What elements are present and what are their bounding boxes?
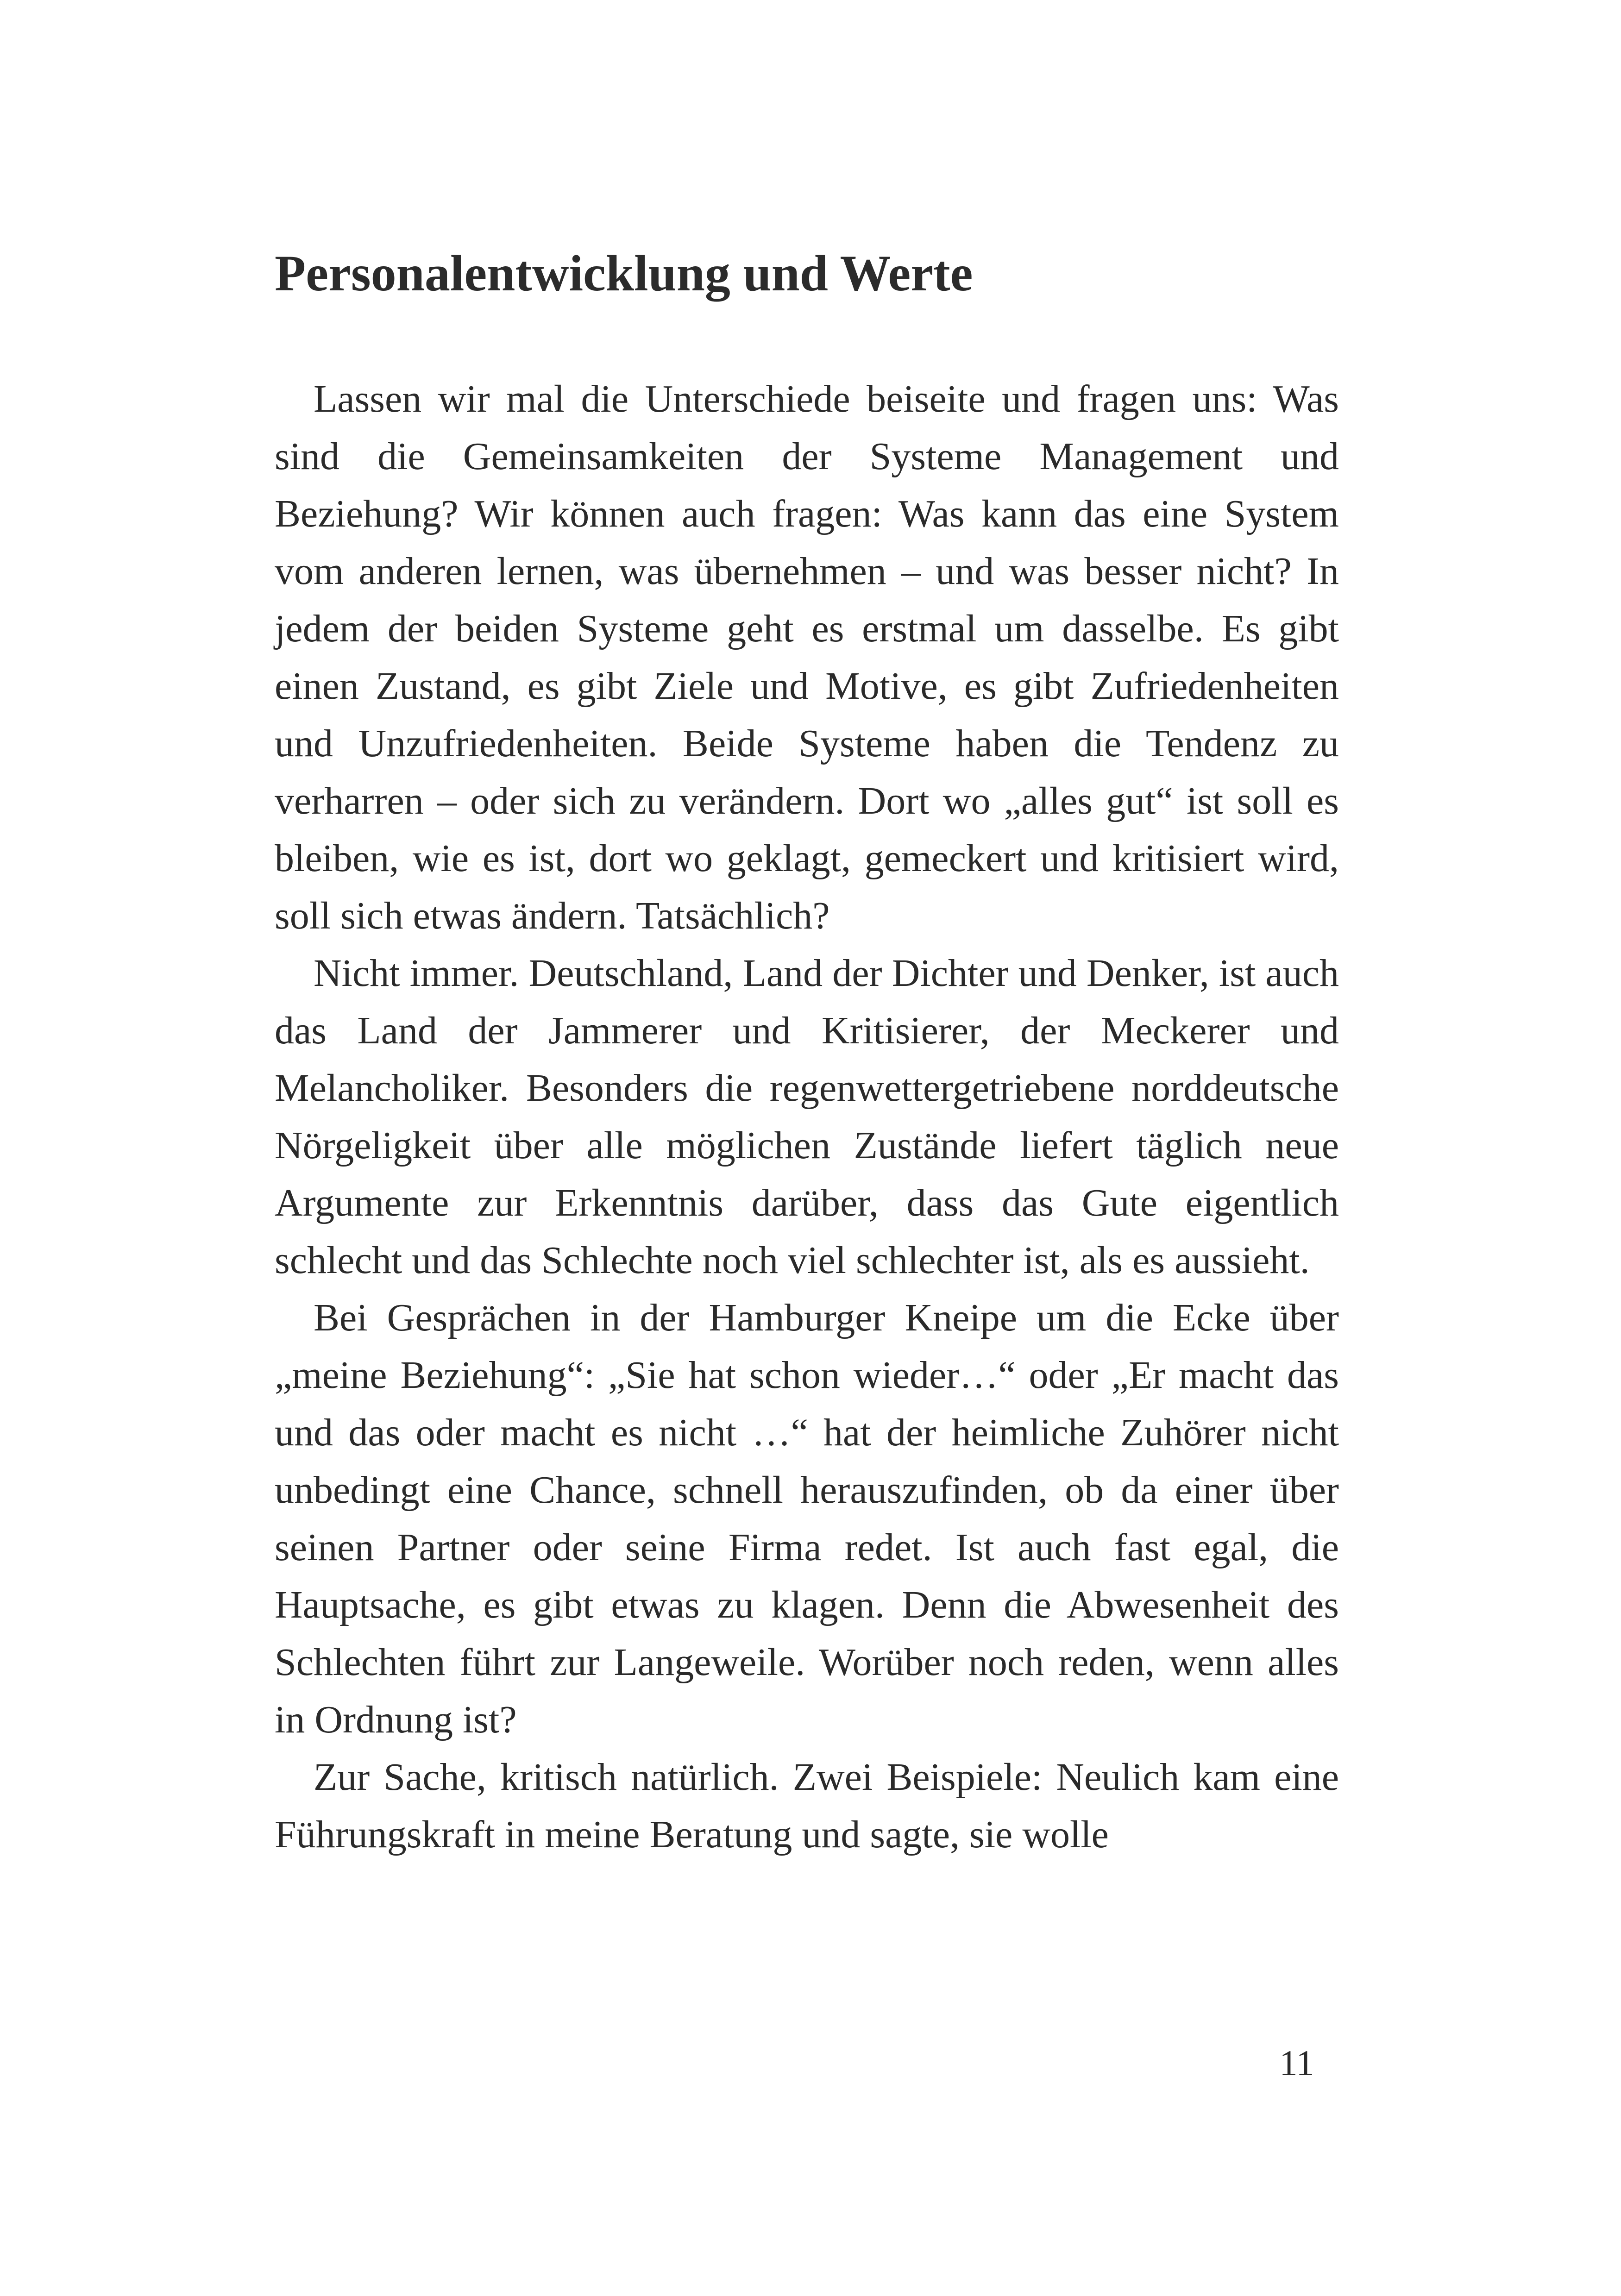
chapter-heading: Personalentwicklung und Werte (275, 245, 973, 301)
paragraph: Zur Sache, kritisch natürlich. Zwei Beispiele: Neulich kam eine Führungskraft in meine Beratung und sagte, sie wolle (275, 1756, 1339, 1856)
page-number: 11 (1279, 2043, 1314, 2083)
paragraph: Lassen wir mal die Unterschiede beiseite und fragen uns: Was sind die Gemeinsamkeiten der Systeme Management und Beziehung? Wir können auch fragen: Was kann das eine System vom anderen lernen, was übernehmen – und was besser nicht? In jedem der beiden Systeme geht es erstmal um dasselbe. Es gibt einen Zustand, es gibt Ziele und Motive, es gibt Zufriedenheiten und Unzufriedenheiten. Beide Systeme haben die Tendenz zu verharren – oder sich zu verändern. Dort wo „alles gut“ ist soll es bleiben, wie es ist, dort wo geklagt, gemeckert und kritisiert wird, soll sich etwas ändern. Tatsächlich? (275, 377, 1339, 937)
paragraph: Bei Gesprächen in der Hamburger Kneipe um die Ecke über „meine Beziehung“: „Sie hat schon wieder…“ oder „Er macht das und das oder macht es nicht …“ hat der heimliche Zuhörer nicht unbedingt eine Chance, schnell herauszufinden, ob da einer über seinen Partner oder seine Firma redet. Ist auch fast egal, die Hauptsache, es gibt etwas zu klagen. Denn die Abwesenheit des Schlechten führt zur Langeweile. Worüber noch reden, wenn alles in Ordnung ist? (275, 1296, 1339, 1741)
paragraph: Nicht immer. Deutschland, Land der Dichter und Denker, ist auch das Land der Jammerer und Kritisierer, der Meckerer und Melancholiker. Besonders die regenwettergetriebene norddeutsche Nörgeligkeit über alle möglichen Zustände liefert täglich neue Argumente zur Erkenntnis darüber, dass das Gute eigentlich schlecht und das Schlechte noch viel schlechter ist, als es aussieht. (275, 952, 1339, 1282)
text-block (275, 241, 1339, 1863)
